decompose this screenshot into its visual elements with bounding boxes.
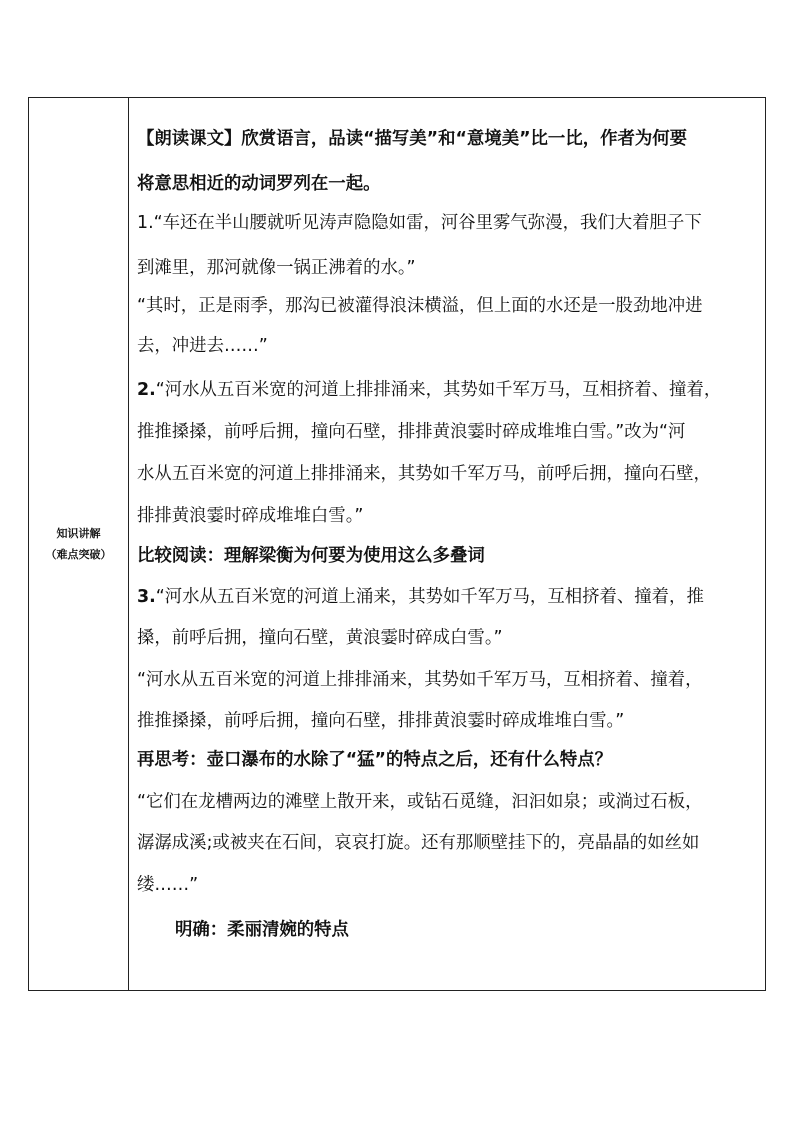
paragraph-2-text-1: “河水从五百米宽的河道上排排涌来，其势如千军万马，互相挤着、撞着， (155, 380, 722, 400)
intro-line-1: 【朗读课文】欣赏语言，品读“描写美”和“意境美”比一比，作者为何要 (137, 129, 688, 149)
lesson-table (28, 97, 766, 991)
paragraph-2-line-1 (137, 380, 721, 400)
paragraph-1b-line-1: “其时，正是雨季，那沟已被灌得浪沫横溢，但上面的水还是一股劲地冲进 (137, 296, 703, 316)
paragraph-2-line-2: 推推搡搡，前呼后拥，撞向石壁，排排黄浪霎时碎成堆堆白雪。”改为“河 (137, 422, 686, 442)
paragraph-3b-line-2: 推推搡搡，前呼后拥，撞向石壁，排排黄浪霎时碎成堆堆白雪。” (137, 711, 625, 731)
paragraph-1-line-1 (137, 213, 702, 233)
section-label: 知识讲解 (56, 527, 101, 540)
content-cell (129, 98, 765, 990)
paragraph-2-line-3: 水从五百米宽的河道上排排涌来，其势如千军万马，前呼后拥，撞向石壁， (137, 464, 711, 484)
section-sublabel: （难点突破） (45, 548, 112, 561)
paragraph-3b-line-1: “河水从五百米宽的河道上排排涌来，其势如千军万马，互相挤着、撞着， (137, 670, 703, 690)
paragraph-1-line-2: 到滩里，那河就像一锅正沸着的水。” (137, 258, 416, 278)
intro-line-2: 将意思相近的动词罗列在一起。 (137, 174, 381, 194)
paragraph-1b-line-2: 去，冲进去……” (137, 336, 268, 356)
clarify-answer: 明确：柔丽清婉的特点 (175, 920, 349, 940)
compare-heading: 比较阅读：理解梁衡为何要为使用这么多叠词 (137, 546, 485, 566)
paragraph-4-line-1: “它们在龙槽两边的滩壁上散开来，或钻石觅缝，汩汩如泉；或淌过石板， (137, 792, 703, 812)
paragraph-3-number: 3. (137, 587, 156, 607)
rethink-question: 再思考：壶口瀑布的水除了“猛”的特点之后，还有什么特点？ (137, 750, 613, 770)
paragraph-4-line-2: 潺潺成溪;或被夹在石间，哀哀打旋。还有那顺壁挂下的，亮晶晶的如丝如 (137, 833, 700, 853)
paragraph-1-number: 1. (137, 213, 154, 233)
paragraph-3-line-1 (137, 587, 704, 607)
paragraph-2-line-4: 排排黄浪霎时碎成堆堆白雪。” (137, 506, 364, 526)
paragraph-1-text-1: “车还在半山腰就听见涛声隐隐如雷，河谷里雾气弥漫，我们大着胆子下 (153, 213, 702, 233)
paragraph-3-line-2: 搡，前呼后拥，撞向石壁，黄浪霎时碎成白雪。” (137, 628, 503, 648)
paragraph-4-line-3: 缕……” (137, 875, 199, 895)
section-label-cell (29, 98, 129, 990)
paragraph-3-text-1: “河水从五百米宽的河道上涌来，其势如千军万马，互相挤着、撞着，推 (155, 587, 704, 607)
paragraph-2-number: 2. (137, 380, 156, 400)
